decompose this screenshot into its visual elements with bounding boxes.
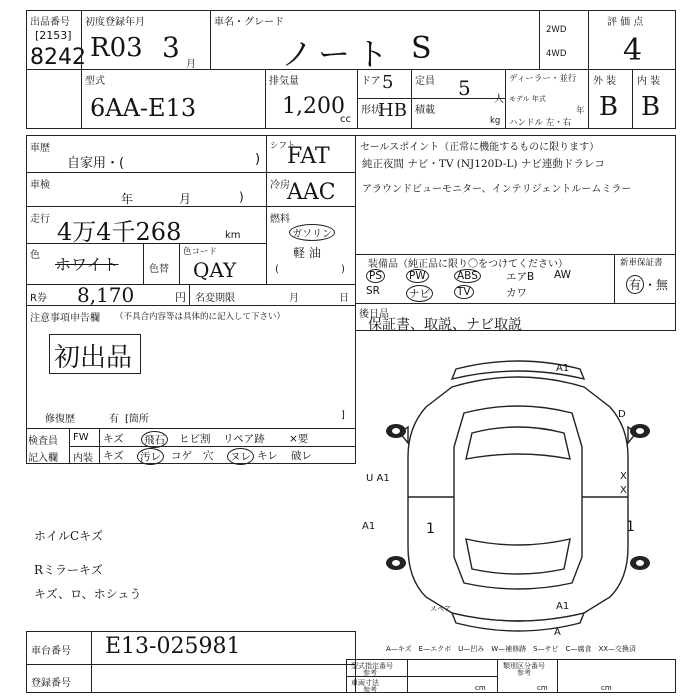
mark-front-a1: A1 (556, 363, 570, 374)
registration-label: 登録番号 (31, 678, 71, 689)
ac-label: 冷房 (270, 180, 290, 191)
history-close: ) (255, 152, 261, 167)
equipment-row2-3: カワ (506, 287, 527, 299)
dealer-label: ディーラー・並行 (509, 74, 577, 84)
notes-label: 注意事項申告欄 (30, 313, 100, 324)
color-handwritten: ホワイト (55, 255, 119, 274)
person-unit: 人 (494, 94, 504, 105)
mark-x2: X (620, 485, 627, 496)
cm-unit-2: cm (537, 684, 548, 692)
lot-number: 8242 (30, 45, 86, 70)
color-code-value: QAY (193, 258, 237, 282)
mark-spare: スペア (430, 605, 451, 613)
interior-mark-label: 内装 (73, 453, 93, 464)
equipment-row2-0: SR (366, 285, 380, 297)
type-label: 型式 (85, 76, 105, 87)
body-label: 形状 (361, 105, 381, 116)
capacity-cell (411, 69, 506, 129)
chassis-value: E13-025981 (105, 634, 241, 659)
displacement-cell (265, 69, 358, 129)
recycle-label: R券 (30, 293, 47, 304)
sales-points-block (355, 135, 676, 255)
mark-row2-5: キレ (257, 450, 278, 462)
chassis-label: 車台番号 (31, 646, 71, 657)
shift-label: シフト (270, 141, 296, 151)
repair-value: 有 (109, 414, 119, 425)
kg-unit: kg (490, 116, 501, 126)
after-docs-value: 保証書、取説、ナビ取説 (368, 317, 522, 333)
repair-close: ] (341, 410, 345, 421)
recycle-value: 8,170 (77, 283, 135, 307)
notes-sublabel: （不具合内容等は具体的に記入して下さい） (115, 312, 286, 322)
color-swap-label: 色替 (149, 264, 169, 275)
auction-code: [2153] (35, 29, 72, 42)
inspection-label: 車検 (30, 180, 50, 191)
exterior-label: 外 装 (593, 76, 617, 87)
fw-label: FW (73, 432, 89, 443)
mark-u-a1: U A1 (366, 473, 390, 484)
doors-value: 5 (382, 72, 394, 93)
mark-row2-4: ヌレ (227, 448, 254, 465)
mark-row1-2: ヒビ割 (179, 433, 211, 445)
equipment-row1-1: PW (406, 269, 429, 283)
inspector-label: 検査員 (28, 436, 58, 447)
mark-row1-1: 飛石 (141, 431, 168, 448)
km-unit: km (225, 230, 241, 241)
type-designation-note: 参考 (363, 669, 377, 677)
mark-d: D (618, 409, 626, 420)
category-note: 参考 (517, 669, 531, 677)
drive-cell (539, 10, 589, 70)
fuel-paren-close: ) (341, 264, 345, 275)
body-value: HB (378, 100, 407, 121)
shift-value: FAT (287, 144, 330, 169)
score-value: 4 (623, 33, 643, 68)
mark-row2-0: キズ (103, 450, 124, 462)
color-label: 色 (30, 250, 40, 261)
load-label: 積載 (415, 105, 435, 116)
warranty-yes: 有 (626, 275, 644, 294)
repair-place: [箇所 (125, 414, 149, 425)
mark-row2-2: コゲ (171, 450, 192, 462)
capacity-label: 定員 (415, 76, 435, 87)
mark-side-a1: A1 (362, 521, 376, 532)
category-label: 類別区分番号 (503, 662, 545, 670)
mileage-label: 走行 (30, 214, 50, 225)
first-registration-month: 3 (162, 31, 180, 64)
fuel-paren-open: ( (275, 264, 279, 275)
doors-cell (357, 69, 412, 129)
first-registration-cell (81, 10, 211, 70)
handwritten-notes (26, 467, 356, 607)
exterior-value: B (599, 92, 619, 122)
drive-4wd: 4WD (546, 49, 567, 59)
meigi-month: 月 (289, 293, 299, 304)
equipment-row1-2: ABS (454, 269, 481, 283)
shift-fuel-block (266, 135, 356, 285)
lot-number-cell (26, 10, 86, 70)
type-cell (81, 69, 266, 129)
lot-number-spacer (26, 69, 82, 129)
first-registration-label: 初度登録年月 (85, 17, 145, 28)
first-registration-era: R03 (90, 33, 143, 63)
model-name-value: ノート (281, 35, 395, 73)
score-cell (588, 10, 676, 70)
car-damage-diagram (360, 347, 676, 643)
interior-value: B (641, 92, 661, 122)
mark-x1: X (620, 471, 627, 482)
cc-unit: cc (340, 114, 351, 125)
equipment-row1-3: エアB (506, 271, 535, 283)
mark-one-b: 1 (426, 521, 435, 537)
note-2: Rミラーキズ (34, 563, 103, 577)
model-name-label: 車名・グレード (214, 17, 284, 28)
drive-2wd: 2WD (546, 25, 567, 35)
type-value: 6AA-E13 (90, 94, 197, 122)
equipment-label: 装備品（純正品に限り〇をつけてください） (368, 259, 568, 270)
history-value: 自家用・( (67, 156, 125, 171)
equipment-row1-0: PS (366, 269, 385, 283)
diagram-legend: A—キズ E—エクボ U—凹み W—補修跡 S—サビ C—腐食 XX—交換済 (386, 645, 637, 653)
cm-unit-3: cm (601, 684, 612, 692)
length-note: 参考 (363, 686, 377, 694)
entry-label: 記入欄 (28, 453, 58, 464)
repair-label: 修復歴 (45, 414, 75, 425)
sales-points-line2: アラウンドビューモニター、インテリジェントルームミラー (362, 184, 632, 195)
model-year-label: モデル 年式 (509, 95, 546, 103)
sales-points-line1: 純正夜間 ナビ・TV (NJ120D-L) ナビ連動ドラレコ (362, 158, 605, 170)
warranty-no: 無 (656, 278, 669, 292)
mark-row2-6: 破レ (291, 450, 312, 462)
after-docs-label: 後日品 (359, 309, 389, 320)
type-designation-label: 型式指定番号 (351, 662, 393, 670)
lot-number-label: 出品番号 (30, 17, 70, 28)
displacement-label: 排気量 (269, 76, 299, 87)
displacement-value: 1,200 (282, 94, 345, 119)
mark-rear-a1: A1 (556, 601, 570, 612)
handle-label: ハンドル 左・右 (509, 118, 572, 128)
inspection-month-label: 月 (179, 192, 192, 206)
inspection-close: ) (239, 190, 244, 204)
inspection-year-label: 年 (121, 192, 134, 206)
mark-row2-1: 汚レ (137, 448, 164, 465)
equipment-row2-2: TV (454, 285, 474, 299)
mark-row2-3: 穴 (203, 450, 214, 462)
month-unit: 月 (186, 59, 196, 70)
exterior-interior-cell (588, 69, 676, 129)
fuel-diesel: 軽 油 (293, 246, 321, 260)
grade-value: S (411, 31, 432, 66)
warranty-sep: ・ (644, 278, 657, 292)
meigi-label: 名変期限 (195, 293, 235, 304)
ac-value: AAC (287, 180, 336, 205)
meigi-day: 日 (339, 293, 349, 304)
first-listing-stamp: 初出品 (54, 343, 133, 373)
mileage-value: 4万4千268 (57, 218, 182, 246)
sales-points-label: セールスポイント（正常に機能するものに限ります） (360, 142, 600, 153)
yen-unit: 円 (175, 291, 186, 304)
mark-row1-0: キズ (103, 433, 124, 445)
history-label: 車歴 (30, 143, 50, 154)
after-docs-row (355, 303, 676, 331)
equipment-row1-4: AW (554, 269, 571, 281)
model-name-cell (210, 10, 540, 73)
mark-one-a: 1 (626, 519, 635, 535)
capacity-value: 5 (458, 76, 471, 100)
new-warranty-label: 新車保証書 (620, 258, 663, 268)
note-3: キズ、ロ、ホシュう (34, 587, 142, 601)
cm-unit-1: cm (475, 684, 486, 692)
footer-left (26, 631, 356, 693)
note-1: ホイルCキズ (34, 529, 103, 543)
footer-right (346, 659, 676, 693)
fuel-label: 燃料 (270, 214, 290, 225)
history-block (26, 135, 267, 285)
equipment-block (355, 254, 676, 304)
recycle-row (26, 284, 356, 306)
equipment-row2-1: ナビ (406, 285, 433, 302)
auction-sheet (26, 7, 676, 693)
mark-a: A (554, 627, 561, 638)
notes-block (26, 305, 356, 429)
interior-label: 内 装 (637, 76, 661, 87)
doors-label: ドア (361, 76, 381, 87)
mark-row1-3: リペア跡 (223, 433, 265, 445)
first-listing-stamp-box (49, 334, 141, 374)
color-code-label: 色コード (183, 247, 218, 257)
dealer-cell (505, 69, 589, 129)
fuel-gasoline: ガソリン (289, 224, 335, 241)
length-label: 車両寸法 (351, 679, 379, 687)
inspection-marks (26, 428, 356, 464)
score-label: 評 価 点 (607, 17, 644, 28)
year-unit: 年 (576, 106, 585, 116)
mark-row1-4: ×要 (289, 433, 309, 445)
